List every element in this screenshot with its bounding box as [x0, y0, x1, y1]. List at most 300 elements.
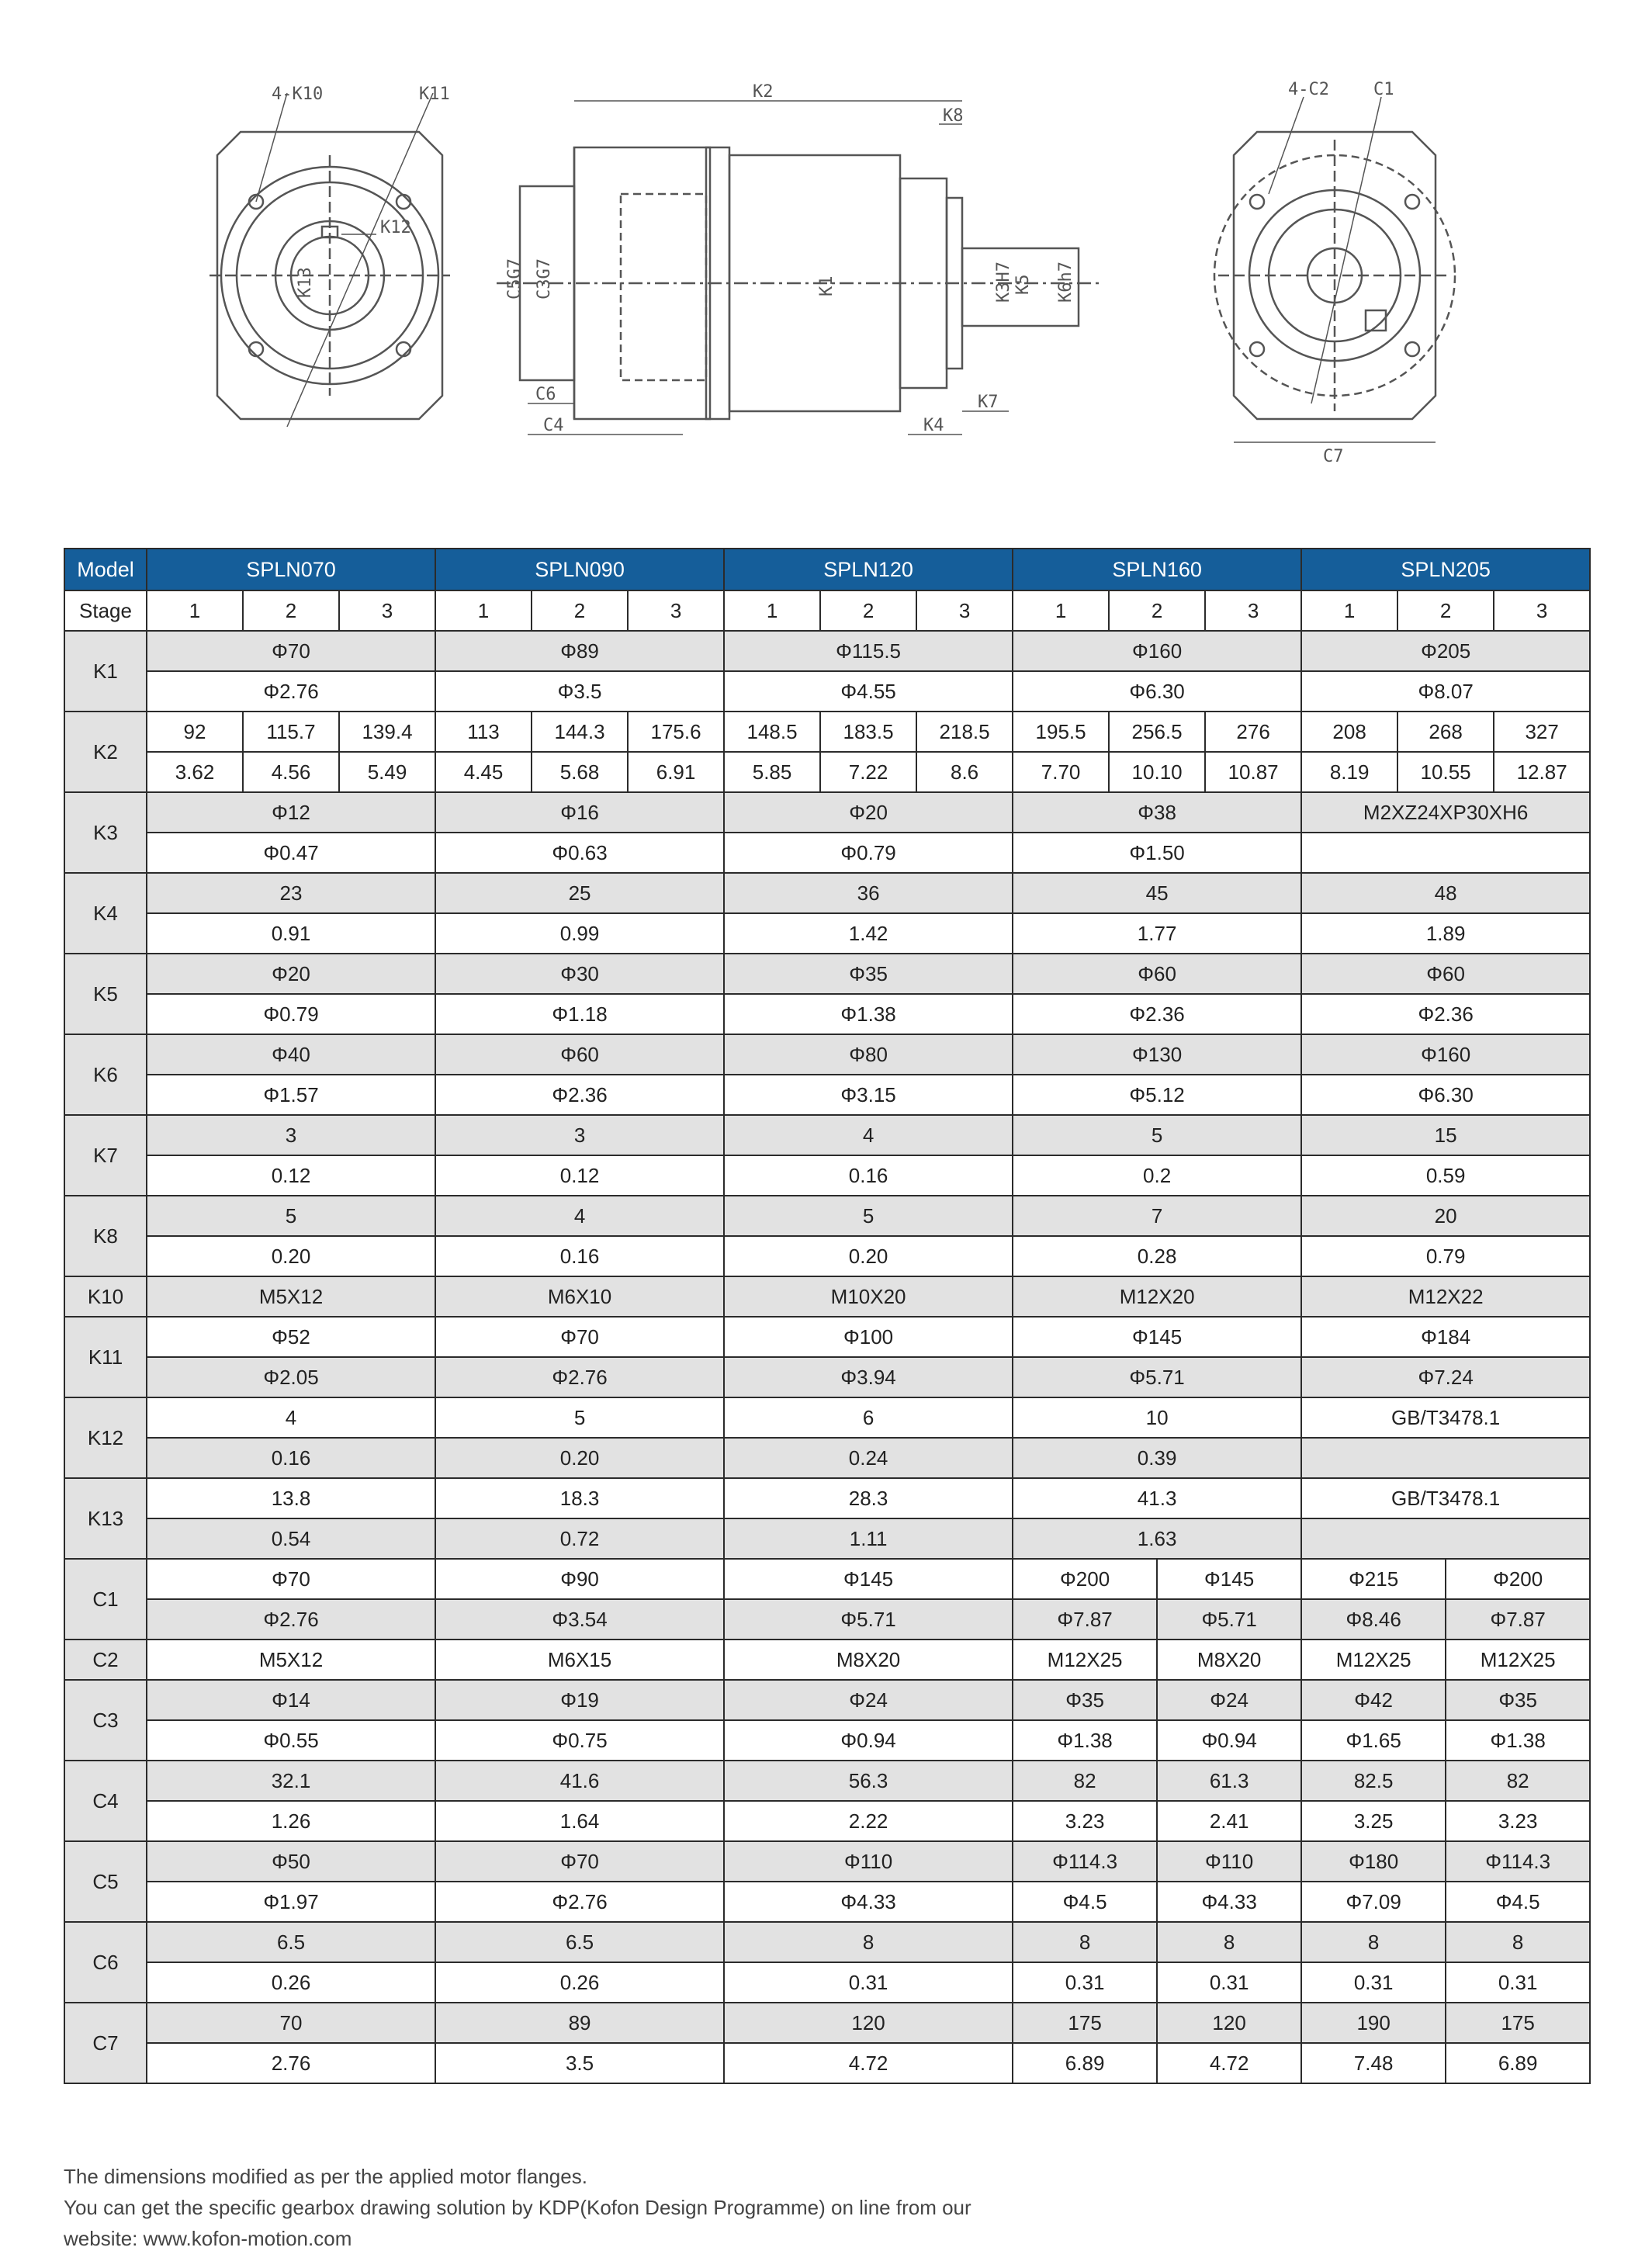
table-cell: 8.19	[1301, 752, 1397, 792]
table-row	[64, 1034, 1590, 1075]
model-header: SPLN090	[435, 549, 724, 590]
table-cell: 5.85	[724, 752, 820, 792]
table-cell: 1.63	[1013, 1518, 1301, 1559]
table-cell: 32.1	[147, 1761, 435, 1801]
stage-cell: 3	[1494, 590, 1590, 631]
table-cell: 82.5	[1302, 1761, 1446, 1800]
split-cell	[1013, 2003, 1301, 2043]
dimension-label: C2	[64, 1640, 147, 1680]
table-cell: 41.3	[1013, 1478, 1301, 1518]
table-row	[64, 1882, 1590, 1922]
table-cell: 0.12	[147, 1155, 435, 1196]
dimension-label: K6	[64, 1034, 147, 1115]
dimension-label: K4	[64, 873, 147, 954]
table-cell: 0.16	[724, 1155, 1013, 1196]
dimension-label: C5	[64, 1841, 147, 1922]
table-row	[64, 1922, 1590, 1962]
table-cell: Φ60	[1013, 954, 1301, 994]
table-cell: 7	[1013, 1196, 1301, 1236]
split-cell	[1301, 1841, 1590, 1882]
table-cell: 139.4	[339, 712, 435, 752]
dimension-label: K2	[64, 712, 147, 792]
table-cell: Φ0.94	[724, 1720, 1013, 1761]
split-cell	[1013, 1599, 1301, 1640]
stage-cell: 3	[916, 590, 1013, 631]
label-k12: K12	[380, 218, 411, 237]
table-cell: 0.26	[435, 1962, 724, 2003]
table-cell: 4	[435, 1196, 724, 1236]
input-flange-view	[1214, 97, 1455, 442]
table-cell: Φ130	[1013, 1034, 1301, 1075]
table-cell: 1.42	[724, 913, 1013, 954]
table-cell: 0.28	[1013, 1236, 1301, 1276]
table-cell: Φ1.50	[1013, 833, 1301, 873]
table-row	[64, 1276, 1590, 1317]
table-cell: Φ0.79	[724, 833, 1013, 873]
table-cell: Φ1.38	[1490, 1728, 1546, 1752]
stage-cell: 3	[339, 590, 435, 631]
table-cell: 5	[147, 1196, 435, 1236]
table-cell: 89	[435, 2003, 724, 2043]
table-cell: 148.5	[724, 712, 820, 752]
table-cell: 8.6	[916, 752, 1013, 792]
table-row	[64, 1761, 1590, 1801]
table-cell: 0.12	[435, 1155, 724, 1196]
table-cell: 61.3	[1209, 1768, 1249, 1792]
table-cell: 4	[724, 1115, 1013, 1155]
table-row	[64, 913, 1590, 954]
table-cell: 120	[724, 2003, 1013, 2043]
table-cell: Φ2.76	[147, 671, 435, 712]
stage-cell: 3	[628, 590, 724, 631]
table-cell: 6.5	[147, 1922, 435, 1962]
table-row	[64, 671, 1590, 712]
stage-label: Stage	[64, 590, 147, 631]
table-cell: 0.20	[147, 1236, 435, 1276]
table-cell: 0.26	[147, 1962, 435, 2003]
table-cell: Φ5.12	[1013, 1075, 1301, 1115]
table-cell: 5.68	[532, 752, 628, 792]
table-cell: 3.23	[1013, 1802, 1158, 1840]
table-cell: 175	[1013, 2003, 1158, 2042]
table-cell: 218.5	[916, 712, 1013, 752]
label-c2: 4-C2	[1288, 80, 1329, 99]
table-cell: Φ7.87	[1490, 1607, 1546, 1631]
split-cell	[1013, 1640, 1301, 1680]
table-cell: Φ0.63	[435, 833, 724, 873]
table-cell: 120	[1212, 2010, 1246, 2034]
table-cell: Φ80	[724, 1034, 1013, 1075]
table-cell: 3.62	[147, 752, 243, 792]
table-cell: Φ1.97	[147, 1882, 435, 1922]
dimension-label: C4	[64, 1761, 147, 1841]
table-cell: 2.22	[724, 1801, 1013, 1841]
table-cell: Φ3.15	[724, 1075, 1013, 1115]
dimension-table	[64, 548, 1591, 2084]
table-cell: M6X10	[435, 1276, 724, 1317]
table-cell: 23	[147, 873, 435, 913]
table-cell: Φ52	[147, 1317, 435, 1357]
split-cell	[1301, 1761, 1590, 1801]
table-row	[64, 1518, 1590, 1559]
dimension-label: K3	[64, 792, 147, 873]
model-header: SPLN070	[147, 549, 435, 590]
table-cell: 10.55	[1397, 752, 1494, 792]
footer-notes	[64, 2161, 971, 2254]
table-cell: 45	[1013, 873, 1301, 913]
table-cell: Φ38	[1013, 792, 1301, 833]
table-cell: 82	[1506, 1768, 1529, 1792]
model-header-row	[64, 549, 1590, 590]
table-row	[64, 752, 1590, 792]
table-cell: Φ100	[724, 1317, 1013, 1357]
table-row	[64, 1478, 1590, 1518]
table-cell: M12X25	[1013, 1640, 1158, 1679]
table-cell: M12X25	[1480, 1647, 1556, 1671]
table-cell: M12X22	[1301, 1276, 1590, 1317]
table-cell: 208	[1301, 712, 1397, 752]
table-cell: 0.31	[724, 1962, 1013, 2003]
table-cell: 4.45	[435, 752, 532, 792]
split-cell	[1013, 1559, 1301, 1599]
table-cell	[1301, 1438, 1590, 1478]
table-cell: Φ1.38	[724, 994, 1013, 1034]
table-cell: 1.64	[435, 1801, 724, 1841]
table-cell: 4.72	[1209, 2051, 1249, 2075]
table-row	[64, 712, 1590, 752]
table-cell: 175.6	[628, 712, 724, 752]
table-cell: Φ5.71	[1201, 1607, 1257, 1631]
table-cell: 0.59	[1301, 1155, 1590, 1196]
split-cell	[1013, 1922, 1301, 1962]
table-cell: M8X20	[1197, 1647, 1262, 1671]
split-cell	[1013, 1680, 1301, 1720]
table-cell: Φ5.71	[1013, 1357, 1301, 1397]
table-cell: Φ42	[1302, 1681, 1446, 1719]
split-cell	[1301, 1559, 1590, 1599]
table-cell: 0.99	[435, 913, 724, 954]
table-cell: 8	[1223, 1930, 1235, 1954]
stage-cell: 1	[1301, 590, 1397, 631]
table-cell: M6X15	[435, 1640, 724, 1680]
table-cell: Φ2.76	[435, 1882, 724, 1922]
table-cell: 70	[147, 2003, 435, 2043]
table-cell: Φ3.54	[435, 1599, 724, 1640]
table-cell: 0.20	[435, 1438, 724, 1478]
table-cell: 3	[147, 1115, 435, 1155]
table-cell: 0.20	[724, 1236, 1013, 1276]
table-row	[64, 1841, 1590, 1882]
table-cell: M12X20	[1013, 1276, 1301, 1317]
table-row	[64, 1357, 1590, 1397]
table-cell: 20	[1301, 1196, 1590, 1236]
dimension-label: K10	[64, 1276, 147, 1317]
table-cell: Φ180	[1302, 1842, 1446, 1881]
note-line: website: www.kofon-motion.com	[64, 2227, 352, 2250]
table-row	[64, 1962, 1590, 2003]
table-cell: 4	[147, 1397, 435, 1438]
table-cell: 10	[1013, 1397, 1301, 1438]
table-cell: 7.70	[1013, 752, 1109, 792]
table-cell: Φ4.5	[1013, 1882, 1158, 1921]
label-k3: K3H7	[994, 261, 1013, 303]
label-k1: K1	[817, 275, 836, 296]
table-row	[64, 1196, 1590, 1236]
table-cell: 4.56	[243, 752, 339, 792]
table-cell: 6.89	[1013, 2044, 1158, 2083]
table-row	[64, 2043, 1590, 2083]
dimension-label: K7	[64, 1115, 147, 1196]
table-cell: Φ7.87	[1013, 1600, 1158, 1639]
table-cell: Φ24	[1210, 1688, 1249, 1712]
table-cell: Φ1.38	[1013, 1721, 1158, 1760]
table-cell: 25	[435, 873, 724, 913]
table-cell: GB/T3478.1	[1301, 1478, 1590, 1518]
model-header: SPLN120	[724, 549, 1013, 590]
table-cell: Φ7.24	[1301, 1357, 1590, 1397]
table-cell: Φ110	[1205, 1849, 1254, 1873]
table-cell: 82	[1013, 1761, 1158, 1800]
table-cell: 113	[435, 712, 532, 752]
stage-cell: 3	[1205, 590, 1301, 631]
table-cell: Φ14	[147, 1680, 435, 1720]
table-row	[64, 2003, 1590, 2043]
table-cell: 7.22	[820, 752, 916, 792]
table-cell: 0.31	[1209, 1970, 1249, 1994]
table-cell: 0.16	[147, 1438, 435, 1478]
table-cell: Φ89	[435, 631, 724, 671]
table-cell: 175	[1501, 2010, 1535, 2034]
table-cell: 0.91	[147, 913, 435, 954]
table-cell: 256.5	[1109, 712, 1205, 752]
label-k4: K4	[923, 416, 944, 435]
table-cell: Φ0.79	[147, 994, 435, 1034]
table-cell: Φ4.55	[724, 671, 1013, 712]
table-cell: Φ3.5	[435, 671, 724, 712]
table-cell: 5	[435, 1397, 724, 1438]
table-cell: Φ114.3	[1485, 1849, 1551, 1873]
table-cell: Φ145	[1204, 1567, 1255, 1591]
table-cell: Φ4.33	[1201, 1889, 1257, 1913]
table-cell: 0.39	[1013, 1438, 1301, 1478]
table-cell	[1301, 833, 1590, 873]
table-cell: 5.49	[339, 752, 435, 792]
label-k11: K11	[419, 85, 450, 104]
split-cell	[1301, 1922, 1590, 1962]
split-cell	[1013, 1962, 1301, 2003]
table-row	[64, 994, 1590, 1034]
label-c7: C7	[1323, 447, 1344, 466]
table-cell: 3	[435, 1115, 724, 1155]
table-row	[64, 1680, 1590, 1720]
split-cell	[1301, 2003, 1590, 2043]
dimension-label: K1	[64, 631, 147, 712]
table-cell: 92	[147, 712, 243, 752]
table-cell: 190	[1302, 2003, 1446, 2042]
table-cell: Φ200	[1013, 1560, 1158, 1598]
stage-cell: 1	[435, 590, 532, 631]
table-cell: 195.5	[1013, 712, 1109, 752]
split-cell	[1013, 2043, 1301, 2083]
stage-cell: 2	[820, 590, 916, 631]
table-cell: Φ70	[147, 631, 435, 671]
table-cell: 0.31	[1498, 1970, 1538, 1994]
table-cell: Φ60	[435, 1034, 724, 1075]
table-cell: 0.24	[724, 1438, 1013, 1478]
table-cell: 5	[1013, 1115, 1301, 1155]
table-row	[64, 1115, 1590, 1155]
table-cell: 2.41	[1209, 1809, 1249, 1833]
split-cell	[1013, 1761, 1301, 1801]
table-cell: Φ4.5	[1495, 1889, 1540, 1913]
split-cell	[1301, 1680, 1590, 1720]
table-cell: 3.23	[1498, 1809, 1538, 1833]
table-cell: 0.54	[147, 1518, 435, 1559]
split-cell	[1301, 1882, 1590, 1922]
split-cell	[1301, 1801, 1590, 1841]
split-cell	[1301, 1640, 1590, 1680]
table-cell: Φ2.05	[147, 1357, 435, 1397]
table-cell: Φ35	[1498, 1688, 1537, 1712]
table-cell: Φ1.18	[435, 994, 724, 1034]
label-k8: K8	[943, 106, 964, 126]
table-cell: 144.3	[532, 712, 628, 752]
dimension-label: K12	[64, 1397, 147, 1478]
table-cell: 0.31	[1013, 1963, 1158, 2002]
dimension-label: K8	[64, 1196, 147, 1276]
table-cell: Φ60	[1301, 954, 1590, 994]
table-cell: Φ8.07	[1301, 671, 1590, 712]
split-cell	[1013, 1720, 1301, 1761]
table-cell: Φ40	[147, 1034, 435, 1075]
table-cell: 8	[1512, 1930, 1524, 1954]
table-cell: Φ4.33	[724, 1882, 1013, 1922]
table-cell: Φ200	[1493, 1567, 1543, 1591]
table-cell: Φ3.94	[724, 1357, 1013, 1397]
table-cell: Φ70	[435, 1841, 724, 1882]
dimension-label: C3	[64, 1680, 147, 1761]
table-cell: Φ2.76	[147, 1599, 435, 1640]
table-cell: Φ8.46	[1302, 1600, 1446, 1639]
table-row	[64, 631, 1590, 671]
table-cell: Φ19	[435, 1680, 724, 1720]
table-cell: 183.5	[820, 712, 916, 752]
table-cell: 48	[1301, 873, 1590, 913]
stage-row	[64, 590, 1590, 631]
dimension-label: C7	[64, 2003, 147, 2083]
table-cell: Φ184	[1301, 1317, 1590, 1357]
table-cell: 1.11	[724, 1518, 1013, 1559]
table-cell: 10.87	[1205, 752, 1301, 792]
table-cell: 41.6	[435, 1761, 724, 1801]
stage-cell: 1	[1013, 590, 1109, 631]
table-cell: Φ110	[724, 1841, 1013, 1882]
table-cell: M2XZ24XP30XH6	[1301, 792, 1590, 833]
label-k6: K6h7	[1056, 261, 1075, 303]
label-k13: K13	[296, 267, 315, 298]
table-cell: Φ2.36	[1301, 994, 1590, 1034]
stage-cell: 2	[243, 590, 339, 631]
label-c6: C6	[535, 385, 556, 404]
table-row	[64, 1317, 1590, 1357]
table-cell: Φ0.47	[147, 833, 435, 873]
table-row	[64, 1720, 1590, 1761]
table-cell: Φ1.57	[147, 1075, 435, 1115]
table-row	[64, 873, 1590, 913]
label-k7: K7	[978, 393, 999, 412]
table-cell: 1.77	[1013, 913, 1301, 954]
dimension-label: K11	[64, 1317, 147, 1397]
table-cell: 28.3	[724, 1478, 1013, 1518]
table-row	[64, 792, 1590, 833]
label-k10: 4-K10	[272, 85, 324, 104]
stage-cell: 2	[1397, 590, 1494, 631]
table-cell: 0.2	[1013, 1155, 1301, 1196]
table-cell: M12X25	[1302, 1640, 1446, 1679]
table-cell: 8	[1013, 1923, 1158, 1962]
table-cell: 0.79	[1301, 1236, 1590, 1276]
table-row	[64, 1438, 1590, 1478]
table-cell: Φ20	[147, 954, 435, 994]
stage-cell: 1	[147, 590, 243, 631]
model-header: SPLN160	[1013, 549, 1301, 590]
table-cell: Φ115.5	[724, 631, 1013, 671]
table-cell: Φ2.36	[1013, 994, 1301, 1034]
table-row	[64, 1075, 1590, 1115]
label-c4: C4	[543, 416, 564, 435]
table-cell: Φ0.94	[1201, 1728, 1257, 1752]
table-row	[64, 1599, 1590, 1640]
split-cell	[1013, 1882, 1301, 1922]
label-c3: C3G7	[535, 258, 554, 300]
output-flange-view	[210, 93, 450, 427]
table-row	[64, 1236, 1590, 1276]
table-cell: Φ35	[724, 954, 1013, 994]
table-cell: Φ7.09	[1302, 1882, 1446, 1921]
table-cell: 7.48	[1302, 2044, 1446, 2083]
table-cell: Φ0.75	[435, 1720, 724, 1761]
table-cell: 1.89	[1301, 913, 1590, 954]
stage-cell: 2	[1109, 590, 1205, 631]
table-cell: 6	[724, 1397, 1013, 1438]
table-cell: Φ114.3	[1013, 1842, 1158, 1881]
table-cell: Φ145	[1013, 1317, 1301, 1357]
table-cell: Φ205	[1301, 631, 1590, 671]
table-cell: Φ70	[147, 1559, 435, 1599]
stage-cell: 1	[724, 590, 820, 631]
table-cell: Φ2.36	[435, 1075, 724, 1115]
table-cell: 3.25	[1302, 1802, 1446, 1840]
table-row	[64, 833, 1590, 873]
dimension-label: K5	[64, 954, 147, 1034]
table-cell: GB/T3478.1	[1301, 1397, 1590, 1438]
table-cell: Φ160	[1013, 631, 1301, 671]
table-cell: 6.5	[435, 1922, 724, 1962]
table-cell: 36	[724, 873, 1013, 913]
table-cell: M5X12	[147, 1640, 435, 1680]
split-cell	[1013, 1801, 1301, 1841]
table-cell: Φ145	[724, 1559, 1013, 1599]
table-cell: Φ6.30	[1301, 1075, 1590, 1115]
note-line: The dimensions modified as per the applied motor flanges.	[64, 2165, 587, 2188]
table-cell: Φ5.71	[724, 1599, 1013, 1640]
table-row	[64, 1801, 1590, 1841]
label-k5: K5	[1013, 274, 1033, 295]
table-cell: Φ20	[724, 792, 1013, 833]
dimension-label: C6	[64, 1922, 147, 2003]
table-cell: 268	[1397, 712, 1494, 752]
split-cell	[1301, 1599, 1590, 1640]
